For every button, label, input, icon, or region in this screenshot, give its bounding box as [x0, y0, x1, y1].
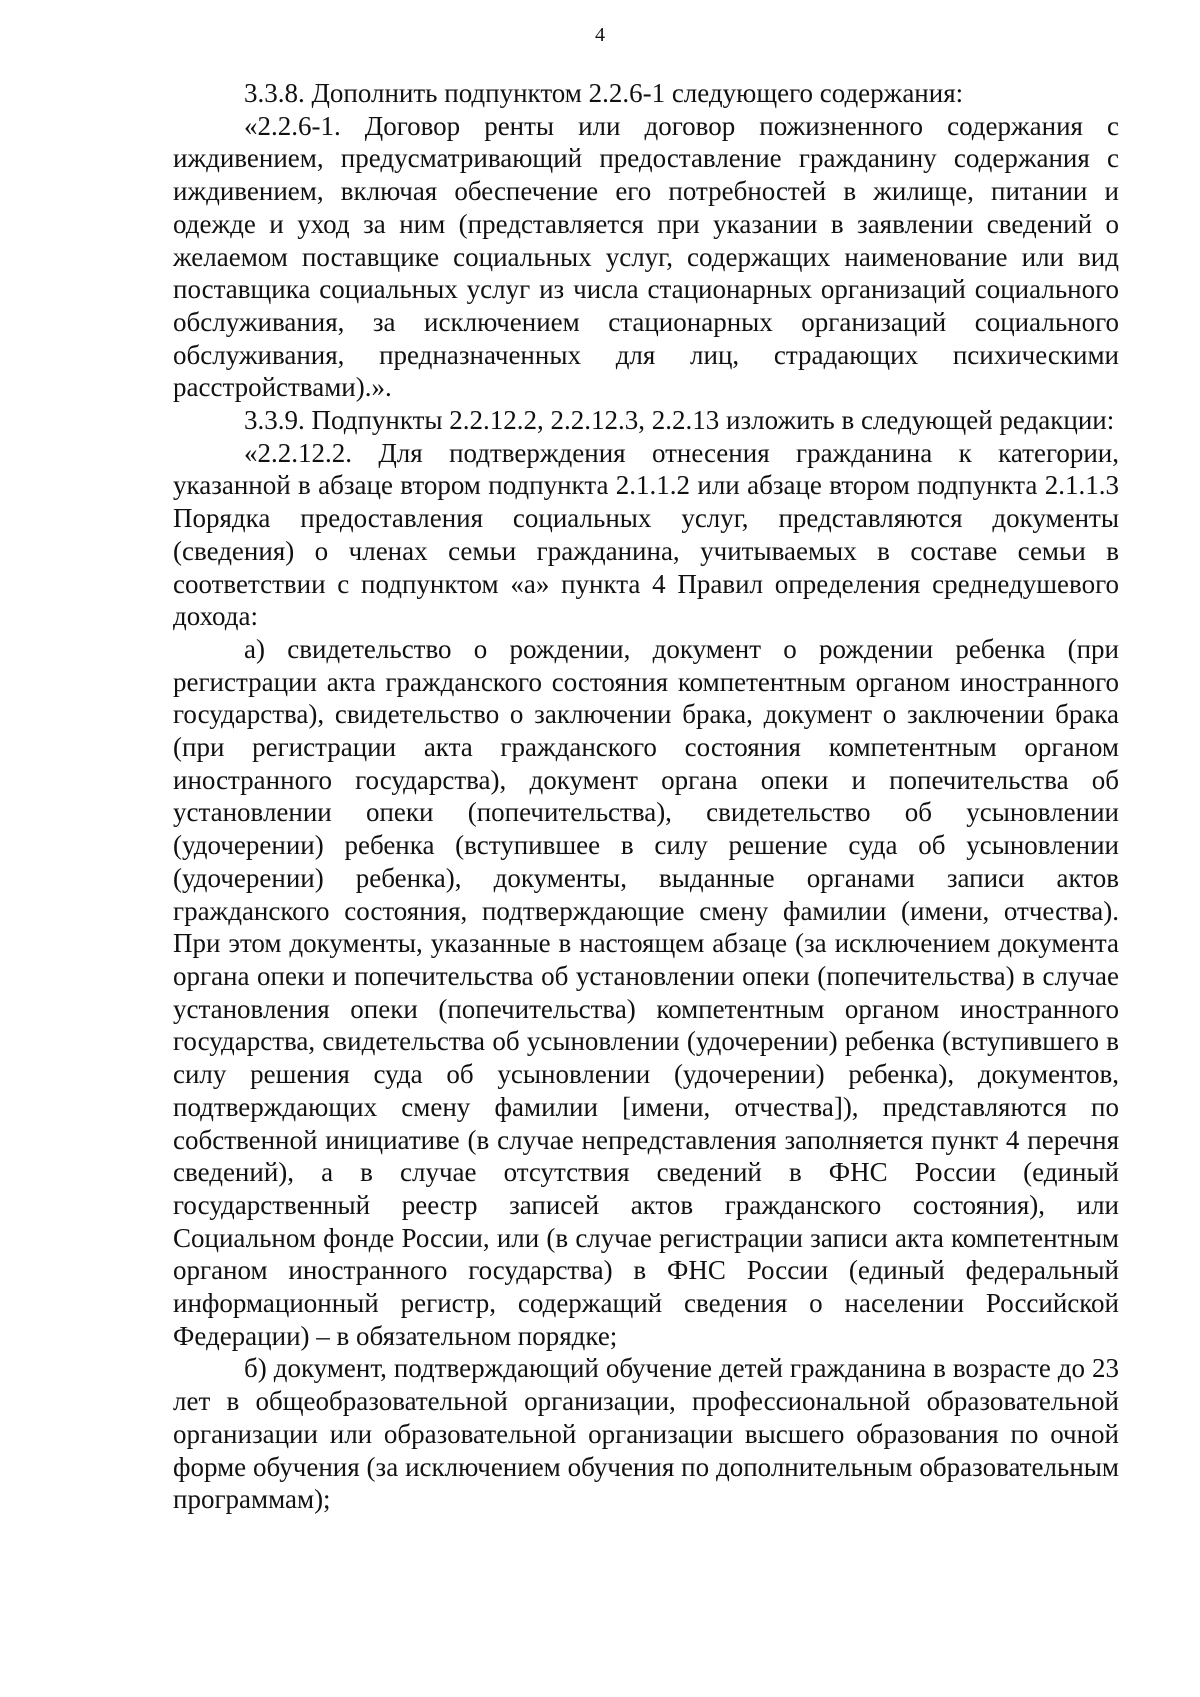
paragraph-2-2-6-1: «2.2.6-1. Договор ренты или договор пожизненного содержания с иждивением, предусматривающий предоставление гражданину содержания с иждивением, включая обеспечение его потребностей в жилище, питании и одежде и уход за ним (представляется при указании в заявлении сведений о желаемом поставщике социальных услуг, содержащих наименование или вид поставщика социальных услуг из числа стационарных организаций социального обслуживания, за исключением стационарных организаций социального обслуживания, предназначенных для лиц, страдающих психическими расстройствами).». [173, 110, 1119, 403]
document-body [173, 77, 1119, 1516]
paragraph-3-3-8: 3.3.8. Дополнить подпунктом 2.2.6-1 следующего содержания: [244, 78, 964, 108]
paragraph-item-b: б) документ, подтверждающий обучение детей гражданина в возрасте до 23 лет в общеобразовательной организации, профессиональной образовательной организации или образовательной организации высшего образования по очной форме обучения (за исключением обучения по дополнительным образовательным программам); [173, 1353, 1119, 1515]
paragraph-item-a: а) свидетельство о рождении, документ о рождении ребенка (при регистрации акта гражданского состояния компетентным органом иностранного государства), свидетельство о заключении брака, документ о заключении брака (при регистрации акта гражданского состояния компетентным органом иностранного государства), документ органа опеки и попечительства об установлении опеки (попечительства), свидетельство об усыновлении (удочерении) ребенка (вступившее в силу решение суда об усыновлении (удочерении) ребенка), документы, выданные органами записи актов гражданского состояния, подтверждающие смену фамилии (имени, отчества). При этом документы, указанные в настоящем абзаце (за исключением документа органа опеки и попечительства об установлении опеки (попечительства) в случае установления опеки (попечительства) компетентным органом иностранного государства, свидетельства об усыновлении (удочерении) ребенка (вступившего в силу решения суда об усыновлении (удочерении) ребенка), документов, подтверждающих смену фамилии [имени, отчества]), представляются по собственной инициативе (в случае непредставления заполняется пункт 4 перечня сведений), а в случае отсутствия сведений в ФНС России (единый государственный реестр записей актов гражданского состояния), или Социальном фонде России, или (в случае регистрации записи акта компетентным органом иностранного государства) в ФНС России (единый федеральный информационный регистр, содержащий сведения о населении Российской Федерации) – в обязательном порядке; [173, 633, 1119, 1351]
page-number: 4 [595, 24, 605, 46]
paragraph-3-3-9: 3.3.9. Подпункты 2.2.12.2, 2.2.12.3, 2.2.13 изложить в следующей редакции: [244, 405, 1115, 436]
paragraph-2-2-12-2: «2.2.12.2. Для подтверждения отнесения гражданина к категории, указанной в абзаце втором подпункта 2.1.1.2 или абзаце втором подпункта 2.1.1.3 Порядка предоставления социальных услуг, представляются документы (сведения) о членах семьи гражданина, учитываемых в составе семьи в соответствии с подпунктом «а» пункта 4 Правил определения среднедушевого дохода: [173, 437, 1119, 632]
